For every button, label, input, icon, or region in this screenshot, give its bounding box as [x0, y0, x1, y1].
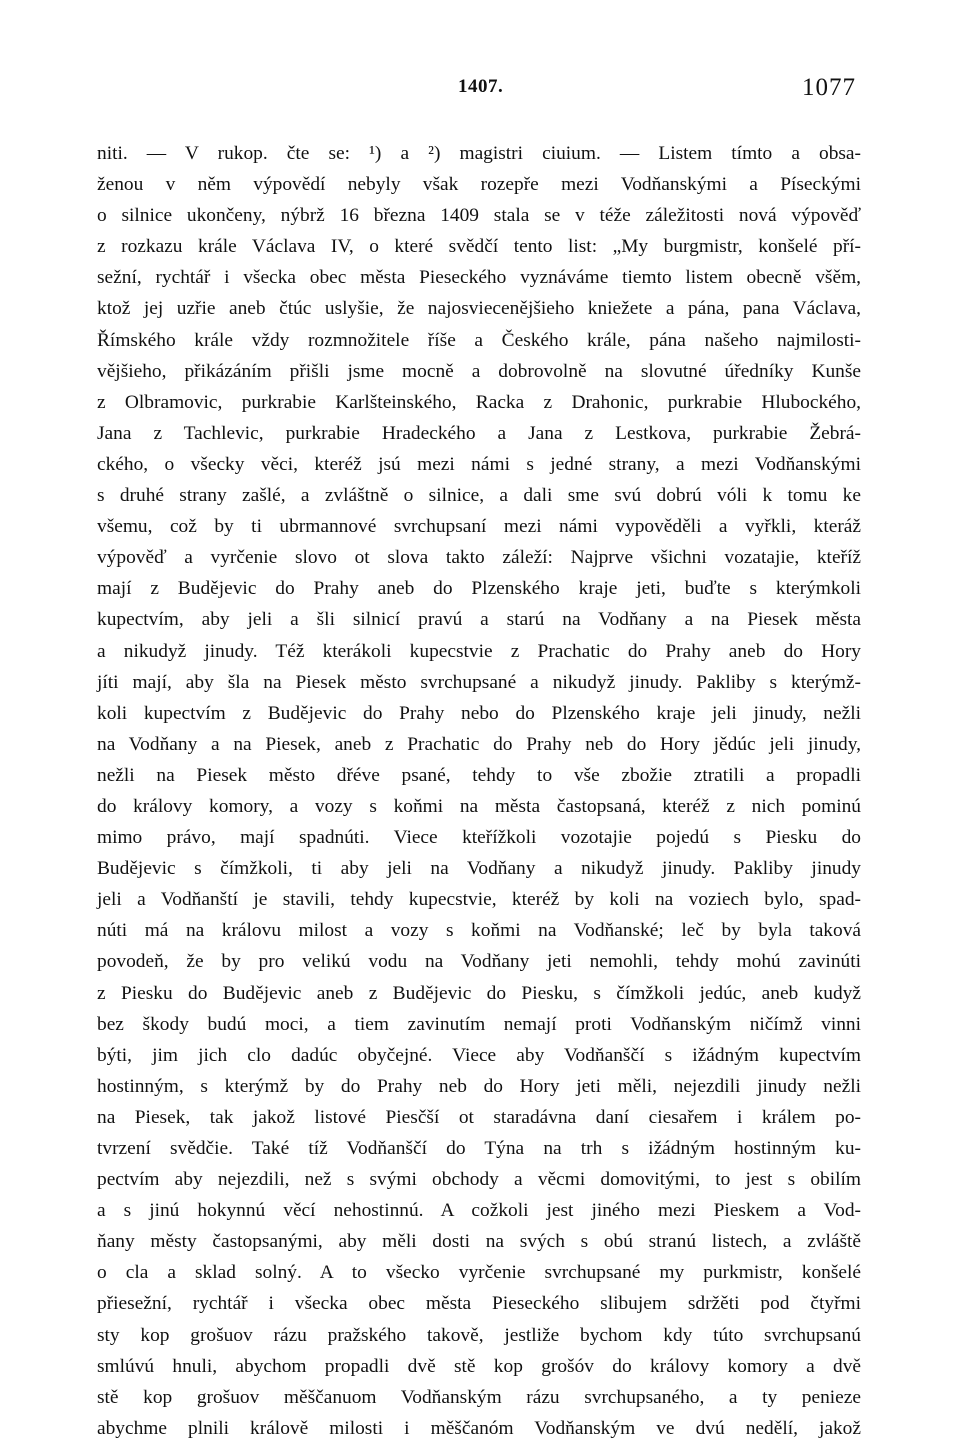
body-text [97, 138, 861, 1444]
text-line: z Olbramovic, purkrabie Karlšteinského, Racka z Drahonic, purkrabie Hlubockého, [97, 391, 861, 413]
text-line: a nikudyž jinudy. Též kterákoli kupecstvie z Prachatic do Prahy aneb do Hory [97, 640, 861, 662]
text-line: bez škody budú moci, a tiem zavinutím nemají proti Vodňanským ničímž vinni [97, 1013, 861, 1035]
text-line: smlúvú hnuli, abychom propadli dvě stě kop grošóv do královy komory a dvě [97, 1355, 861, 1377]
text-line: s druhé strany zašlé, a zvláštně o silnice, a dali sme svú dobrú vóli k tomu ke [97, 485, 861, 507]
text-line: abychme plnili králově milosti i měščanóm Vodňanským ve dvú nedělí, jakož [97, 1417, 861, 1439]
page-number: 1077 [802, 74, 856, 101]
text-line: stě kop grošuov měščanuom Vodňanským rázu svrchupsaného, a ty penieze [97, 1386, 861, 1408]
text-line: Jana z Tachlevic, purkrabie Hradeckého a Jana z Lestkova, purkrabie Žebrá- [97, 422, 861, 444]
text-line: vějšieho, přikázáním přišli jsme mocně a dobrovolně na slovutné úředníky Kunše [97, 360, 861, 382]
text-line: hostinným, s kterýmž by do Prahy neb do Hory jeti měli, nejezdili jinudy nežli [97, 1075, 861, 1097]
text-line: jeli a Vodňanští je stavili, tehdy kupecstvie, kteréž by koli na voziech bylo, spad- [97, 889, 861, 911]
text-line: ňany městy častopsanými, aby měli dosti na svých s obú stranú listech, a zvláště [97, 1231, 861, 1253]
text-line: o silnice ukončeny, nýbrž 16 března 1409 stala se v téže záležitosti nová výpověď [97, 205, 861, 227]
text-line: přiesežní, rychtář i všecka obec města Pieseckého slibujem sdržěti pod čtyřmi [97, 1293, 861, 1315]
text-line: do královy komory, a vozy s koňmi na města častopsaná, kteréž z nich pominú [97, 795, 861, 817]
text-line: povodeň, že by pro velikú vodu na Vodňany jeti nemohli, tehdy mohú zavinúti [97, 951, 861, 973]
text-line: a s jinú hokynnú věcí nehostinnú. A cožkoli jest jiného mezi Pieskem a Vod- [97, 1200, 861, 1222]
text-line: všemu, což by ti ubrmannové svrchupsaní mezi námi vypověděli a vyřkli, kteráž [97, 516, 861, 538]
text-line: Budějevic s čímžkoli, ti aby jeli na Vodňany a nikudyž jinudy. Pakliby jinudy [97, 858, 861, 880]
text-line: ženou v něm výpovědí nebyly však rozepře mezi Vodňanskými a Píseckými [97, 174, 861, 196]
text-line: nežli na Piesek město dřéve psané, tehdy to vše zbožie ztratili a propadli [97, 764, 861, 786]
text-line: Římského krále vždy rozmnožitele říše a Českého krále, pána našeho najmilosti- [97, 329, 861, 351]
text-line: na Piesek, tak jakož listové Piesčší ot staradávna daní ciesařem i králem po- [97, 1106, 861, 1128]
text-line: o cla a sklad solný. A to všecko vyrčenie svrchupsané my purkmistr, konšelé [97, 1262, 861, 1284]
text-line: mimo právo, mají spadnúti. Viece kteřížkoli vozotajie pojedú s Piesku do [97, 827, 861, 849]
text-line: sty kop grošuov rázu pražského takově, jestliže bychom kdy túto svrchupsanú [97, 1324, 861, 1346]
text-line: núti má na královu milost a vozy s koňmi na Vodňanské; leč by byla taková [97, 920, 861, 942]
text-line: z Piesku do Budějevic aneb z Budějevic do Piesku, s čímžkoli jedúc, aneb kudyž [97, 982, 861, 1004]
text-line: sežní, rychtář i všecka obec města Pieseckého vyznáváme tiemto listem obecně všěm, [97, 267, 861, 289]
text-line: pectvím aby nejezdili, než s svými obchody a věcmi domovitými, to jest s obilím [97, 1169, 861, 1191]
text-line: na Vodňany a na Piesek, aneb z Prachatic do Prahy neb do Hory jědúc jeli jinudy, [97, 733, 861, 755]
text-line: mají z Budějevic do Prahy aneb do Plzenského kraje jeti, buďte s kterýmkoli [97, 578, 861, 600]
text-line: koli kupectvím z Budějevic do Prahy nebo do Plzenského kraje jeli jinudy, nežli [97, 702, 861, 724]
running-head [0, 74, 960, 106]
year-heading: 1407. [458, 76, 504, 97]
text-line: jíti mají, aby šla na Piesek město svrchupsané a nikudyž jinudy. Pakliby s kterýmž- [97, 671, 861, 693]
text-line: z rozkazu krále Václava IV, o které svědčí tento list: „My burgmistr, konšelé pří- [97, 236, 861, 258]
text-line: ckého, o všecky věci, kteréž jsú mezi námi s jedné strany, a mezi Vodňanskými [97, 453, 861, 475]
text-line: ktož jej uzřie aneb čtúc uslyšie, že najosviecenějšieho kniežete a pána, pana Václava, [97, 298, 861, 320]
text-line: výpověď a vyrčenie slovo ot slova takto záleží: Najprve všichni vozatajie, kteříž [97, 547, 861, 569]
text-line: býti, jim jich clo dadúc obyčejné. Viece aby Vodňanščí s ižádným kupectvím [97, 1044, 861, 1066]
text-line: tvrzení svědčie. Také tíž Vodňanščí do Týna na trh s ižádným hostinným ku- [97, 1138, 861, 1159]
text-line: kupectvím, aby jeli a šli silnicí pravú a starú na Vodňany a na Piesek města [97, 609, 861, 631]
text-line: niti. — V rukop. čte se: ¹) a ²) magistri ciuium. — Listem tímto a obsa- [97, 143, 861, 164]
